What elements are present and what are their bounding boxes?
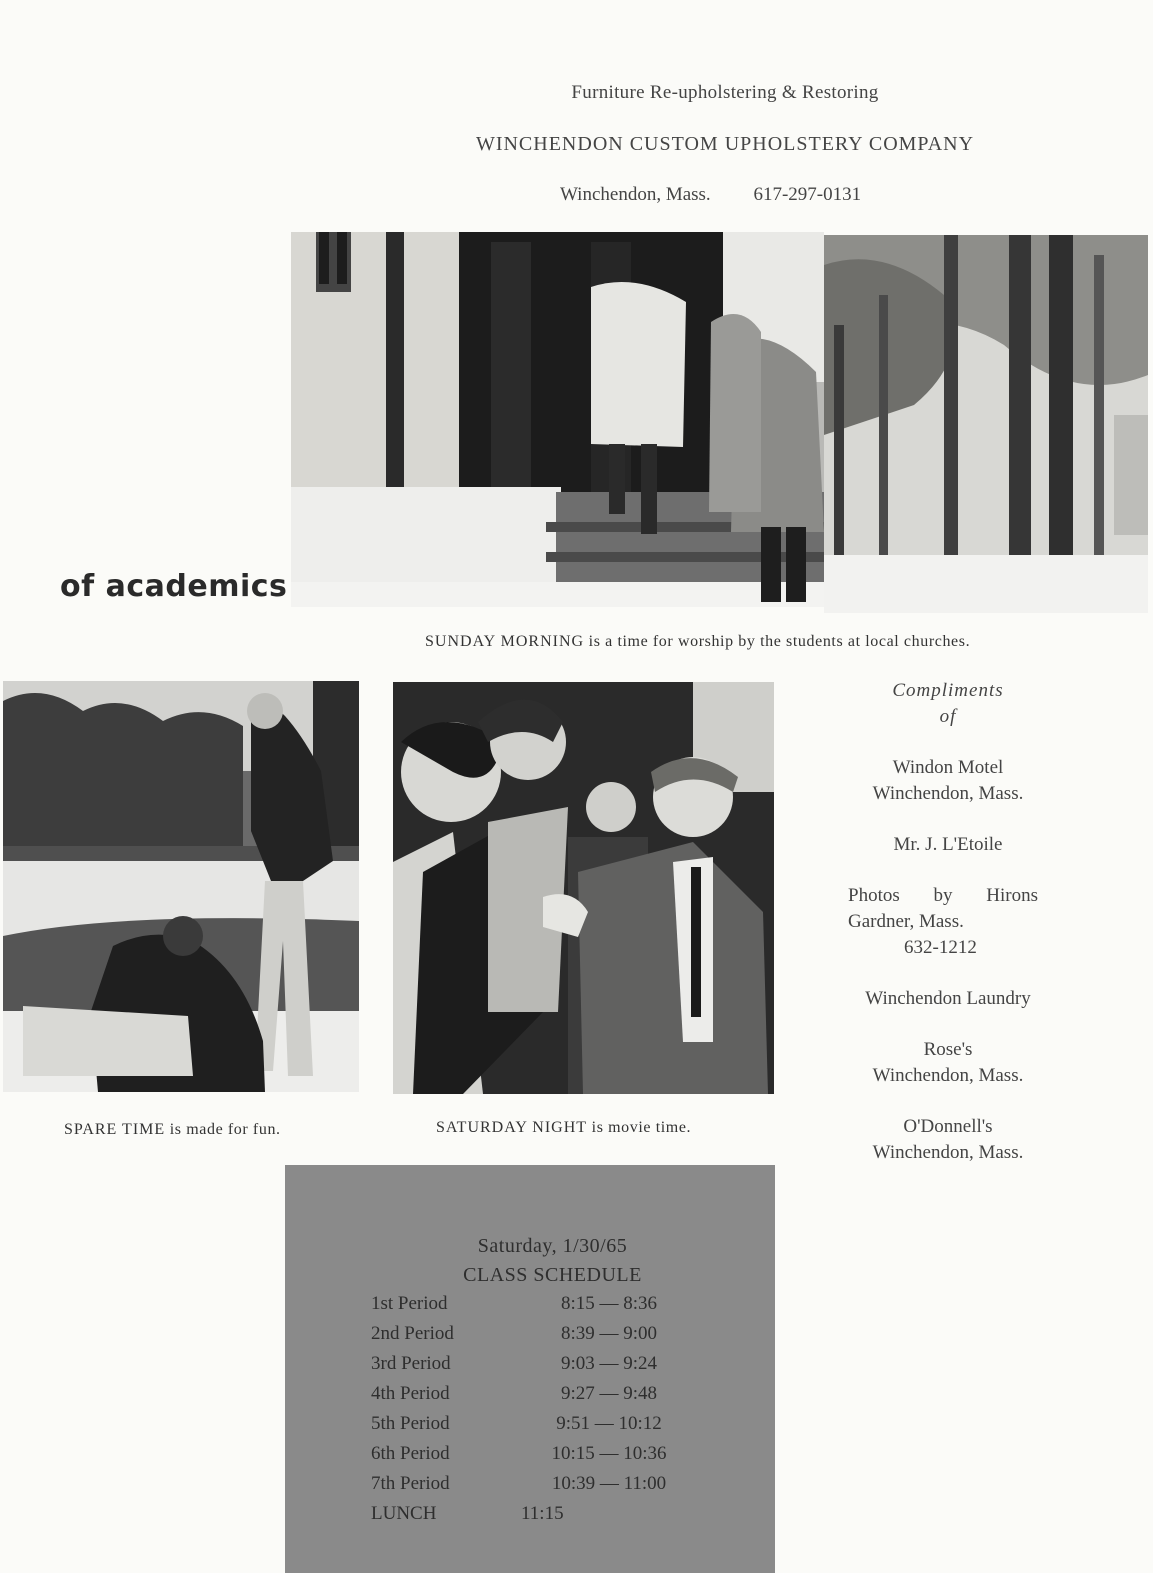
photos-word: Photos (848, 885, 900, 906)
schedule-time: 9:51 — 10:12 (556, 1413, 662, 1434)
ad-contact (560, 184, 861, 206)
compliments-entry-place: Gardner, Mass. (848, 911, 964, 932)
compliments-entry-place: Winchendon, Mass. (872, 1142, 1024, 1163)
hirons-word: Hirons (986, 885, 1038, 906)
schedule-period: 2nd Period (371, 1323, 454, 1344)
schedule-time: 11:15 (521, 1503, 564, 1524)
schedule-row (371, 1473, 691, 1503)
caption-saturday-night (436, 1119, 691, 1137)
by-word: by (933, 885, 953, 906)
caption-spare-rest: is made for fun. (169, 1121, 281, 1138)
schedule-period: 1st Period (371, 1293, 448, 1314)
compliments-entry-name: Windon Motel (892, 757, 1004, 778)
schedule-row (371, 1293, 691, 1323)
schedule-time: 10:39 — 11:00 (551, 1473, 667, 1494)
compliments-heading-of: of (939, 706, 957, 727)
compliments-column (848, 678, 1048, 1166)
schedule-period: 3rd Period (371, 1353, 451, 1374)
ad-location: Winchendon, Mass. (560, 184, 711, 205)
caption-spare-time (64, 1121, 281, 1139)
photo-church-entrance (291, 232, 824, 607)
compliments-entry-place: Winchendon, Mass. (872, 783, 1024, 804)
schedule-time: 9:27 — 9:48 (560, 1383, 658, 1404)
schedule-time: 9:03 — 9:24 (560, 1353, 658, 1374)
schedule-title: CLASS SCHEDULE (463, 1264, 642, 1286)
schedule-row (371, 1413, 691, 1443)
caption-spare-lead: SPARE TIME (64, 1121, 166, 1138)
caption-sunday-morning (425, 633, 970, 651)
caption-saturday-rest: is movie time. (591, 1119, 692, 1136)
schedule-period: LUNCH (371, 1503, 437, 1524)
schedule-row (371, 1503, 691, 1533)
schedule-time: 8:15 — 8:36 (560, 1293, 658, 1314)
schedule-period: 6th Period (371, 1443, 450, 1464)
compliments-entry-name: O'Donnell's (903, 1116, 993, 1137)
compliments-heading: Compliments (892, 680, 1004, 701)
ad-company-name: WINCHENDON CUSTOM UPHOLSTERY COMPANY (475, 133, 975, 155)
photo-snowy-trees (824, 235, 1148, 613)
class-schedule-panel (285, 1165, 775, 1573)
schedule-row (371, 1443, 691, 1473)
schedule-time: 10:15 — 10:36 (551, 1443, 667, 1464)
compliments-entry-name: Mr. J. L'Etoile (893, 834, 1003, 855)
schedule-date: Saturday, 1/30/65 (477, 1235, 628, 1257)
schedule-time: 8:39 — 9:00 (560, 1323, 658, 1344)
schedule-period: 4th Period (371, 1383, 450, 1404)
schedule-row (371, 1323, 691, 1353)
caption-sunday-rest: is a time for worship by the students at local churches. (588, 633, 971, 650)
ad-service-line: Furniture Re-upholstering & Restoring (571, 82, 879, 103)
compliments-entry-phone: 632-1212 (904, 937, 977, 958)
schedule-row (371, 1383, 691, 1413)
compliments-entry-place: Winchendon, Mass. (872, 1065, 1024, 1086)
schedule-period: 5th Period (371, 1413, 450, 1434)
photo-saturday-night (393, 682, 774, 1094)
ad-phone: 617-297-0131 (753, 184, 862, 205)
compliments-entry-name: Winchendon Laundry (865, 988, 1031, 1009)
caption-saturday-lead: SATURDAY NIGHT (436, 1119, 588, 1136)
photo-spare-time (3, 681, 359, 1092)
compliments-entry-name: Rose's (923, 1039, 973, 1060)
schedule-row (371, 1353, 691, 1383)
schedule-period: 7th Period (371, 1473, 450, 1494)
section-title: of academics (60, 569, 288, 604)
compliments-entry-photos-by (848, 883, 1038, 909)
caption-sunday-lead: SUNDAY MORNING (425, 633, 585, 650)
